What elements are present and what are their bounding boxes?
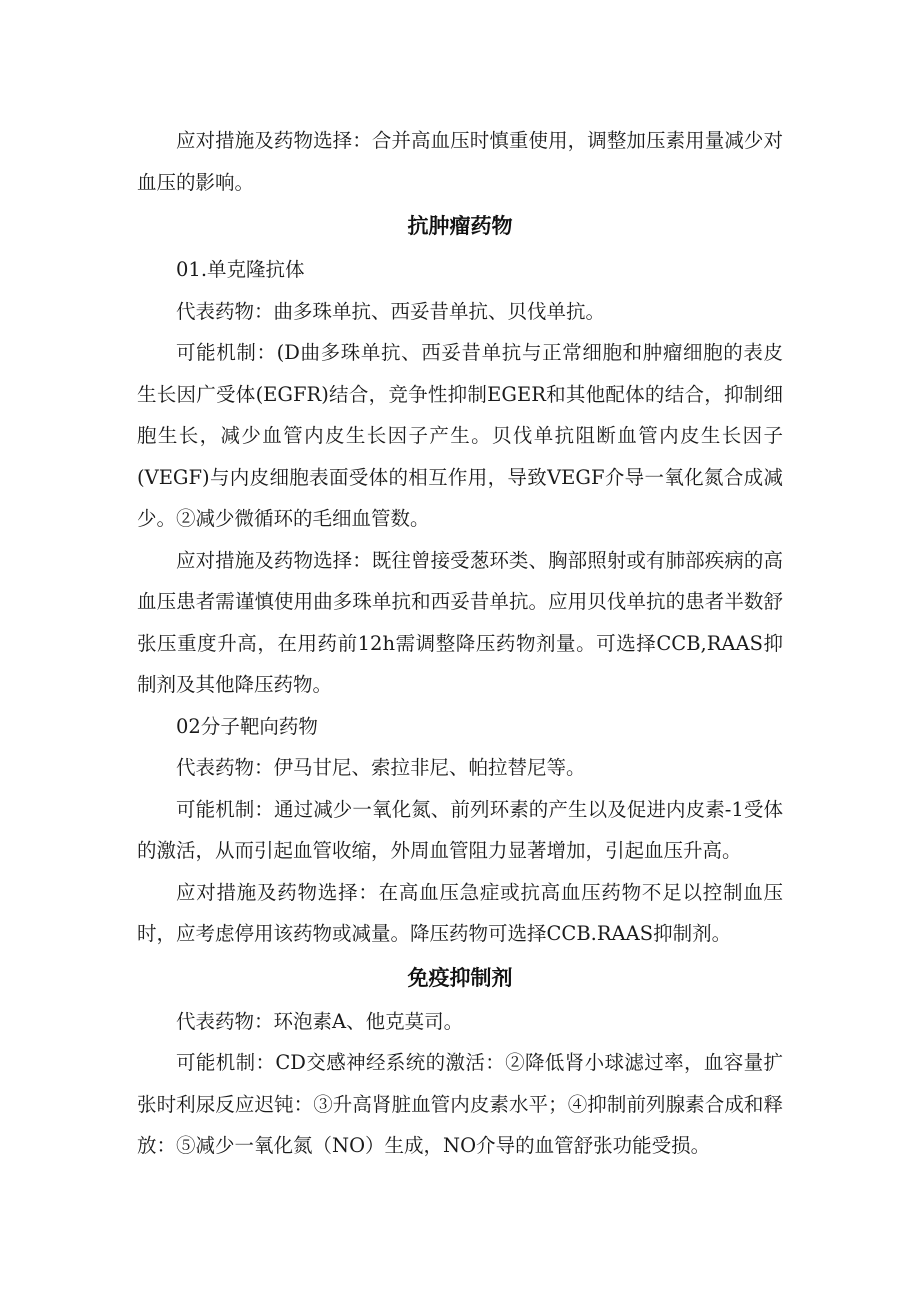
monoclonal-mechanism-paragraph: 可能机制：(D曲多珠单抗、西妥昔单抗与正常细胞和肿瘤细胞的表皮生长因广受体(EGFR)结合，竞争性抑制EGER和其他配体的结合，抑制细胞生长，减少血管内皮生长因子产生。贝伐单抗阻断血管内皮生长因子(VEGF)与内皮细胞表面受体的相互作用，导致VEGF介导一氧化氮合成减少。②减少微循环的毛细血管数。 (137, 341, 783, 530)
section-title-immunosuppressant: 免疫抑制剂 (407, 965, 513, 990)
section-title-antitumor: 抗肿瘤药物 (407, 214, 513, 238)
immuno-drugs-paragraph: 代表药物：环泡素A、他克莫司。 (176, 1009, 464, 1033)
intro-measures-paragraph: 应对措施及药物选择：合并高血压时慎重使用，调整加压素用量减少对血压的影响。 (137, 129, 783, 194)
targeted-mechanism-paragraph: 可能机制：通过减少一氧化氮、前列环素的产生以及促进内皮素-1受体的激活，从而引起血管收缩，外周血管阻力显著增加，引起血压升高。 (137, 797, 783, 862)
immuno-mechanism-paragraph: 可能机制：CD交感神经系统的激活：②降低肾小球滤过率，血容量扩张时利尿反应迟钝：③升高肾脏血管内皮素水平；④抑制前列腺素合成和释放：⑤减少一氧化氮（NO）生成，NO介导的血管舒张功能受损。 (137, 1051, 783, 1157)
subsection-heading-targeted: 02分子靶向药物 (176, 714, 318, 738)
targeted-drugs-paragraph: 代表药物：伊马甘尼、索拉非尼、帕拉替尼等。 (176, 756, 586, 779)
monoclonal-drugs-paragraph: 代表药物：曲多珠单抗、西妥昔单抗、贝伐单抗。 (176, 299, 606, 323)
monoclonal-measures-paragraph: 应对措施及药物选择：既往曾接受葱环类、胸部照射或有肺部疾病的高血压患者需谨慎使用曲多珠单抗和西妥昔单抗。应用贝伐单抗的患者半数舒张压重度升高，在用药前12h需调整降压药物剂量。可选择CCB,RAAS抑制剂及其他降压药物。 (137, 548, 783, 696)
subsection-heading-monoclonal: 01.单克隆抗体 (176, 258, 305, 281)
targeted-measures-paragraph: 应对措施及药物选择：在高血压急症或抗高血压药物不足以控制血压时，应考虑停用该药物或减量。降压药物可选择CCB.RAAS抑制剂。 (137, 880, 783, 945)
